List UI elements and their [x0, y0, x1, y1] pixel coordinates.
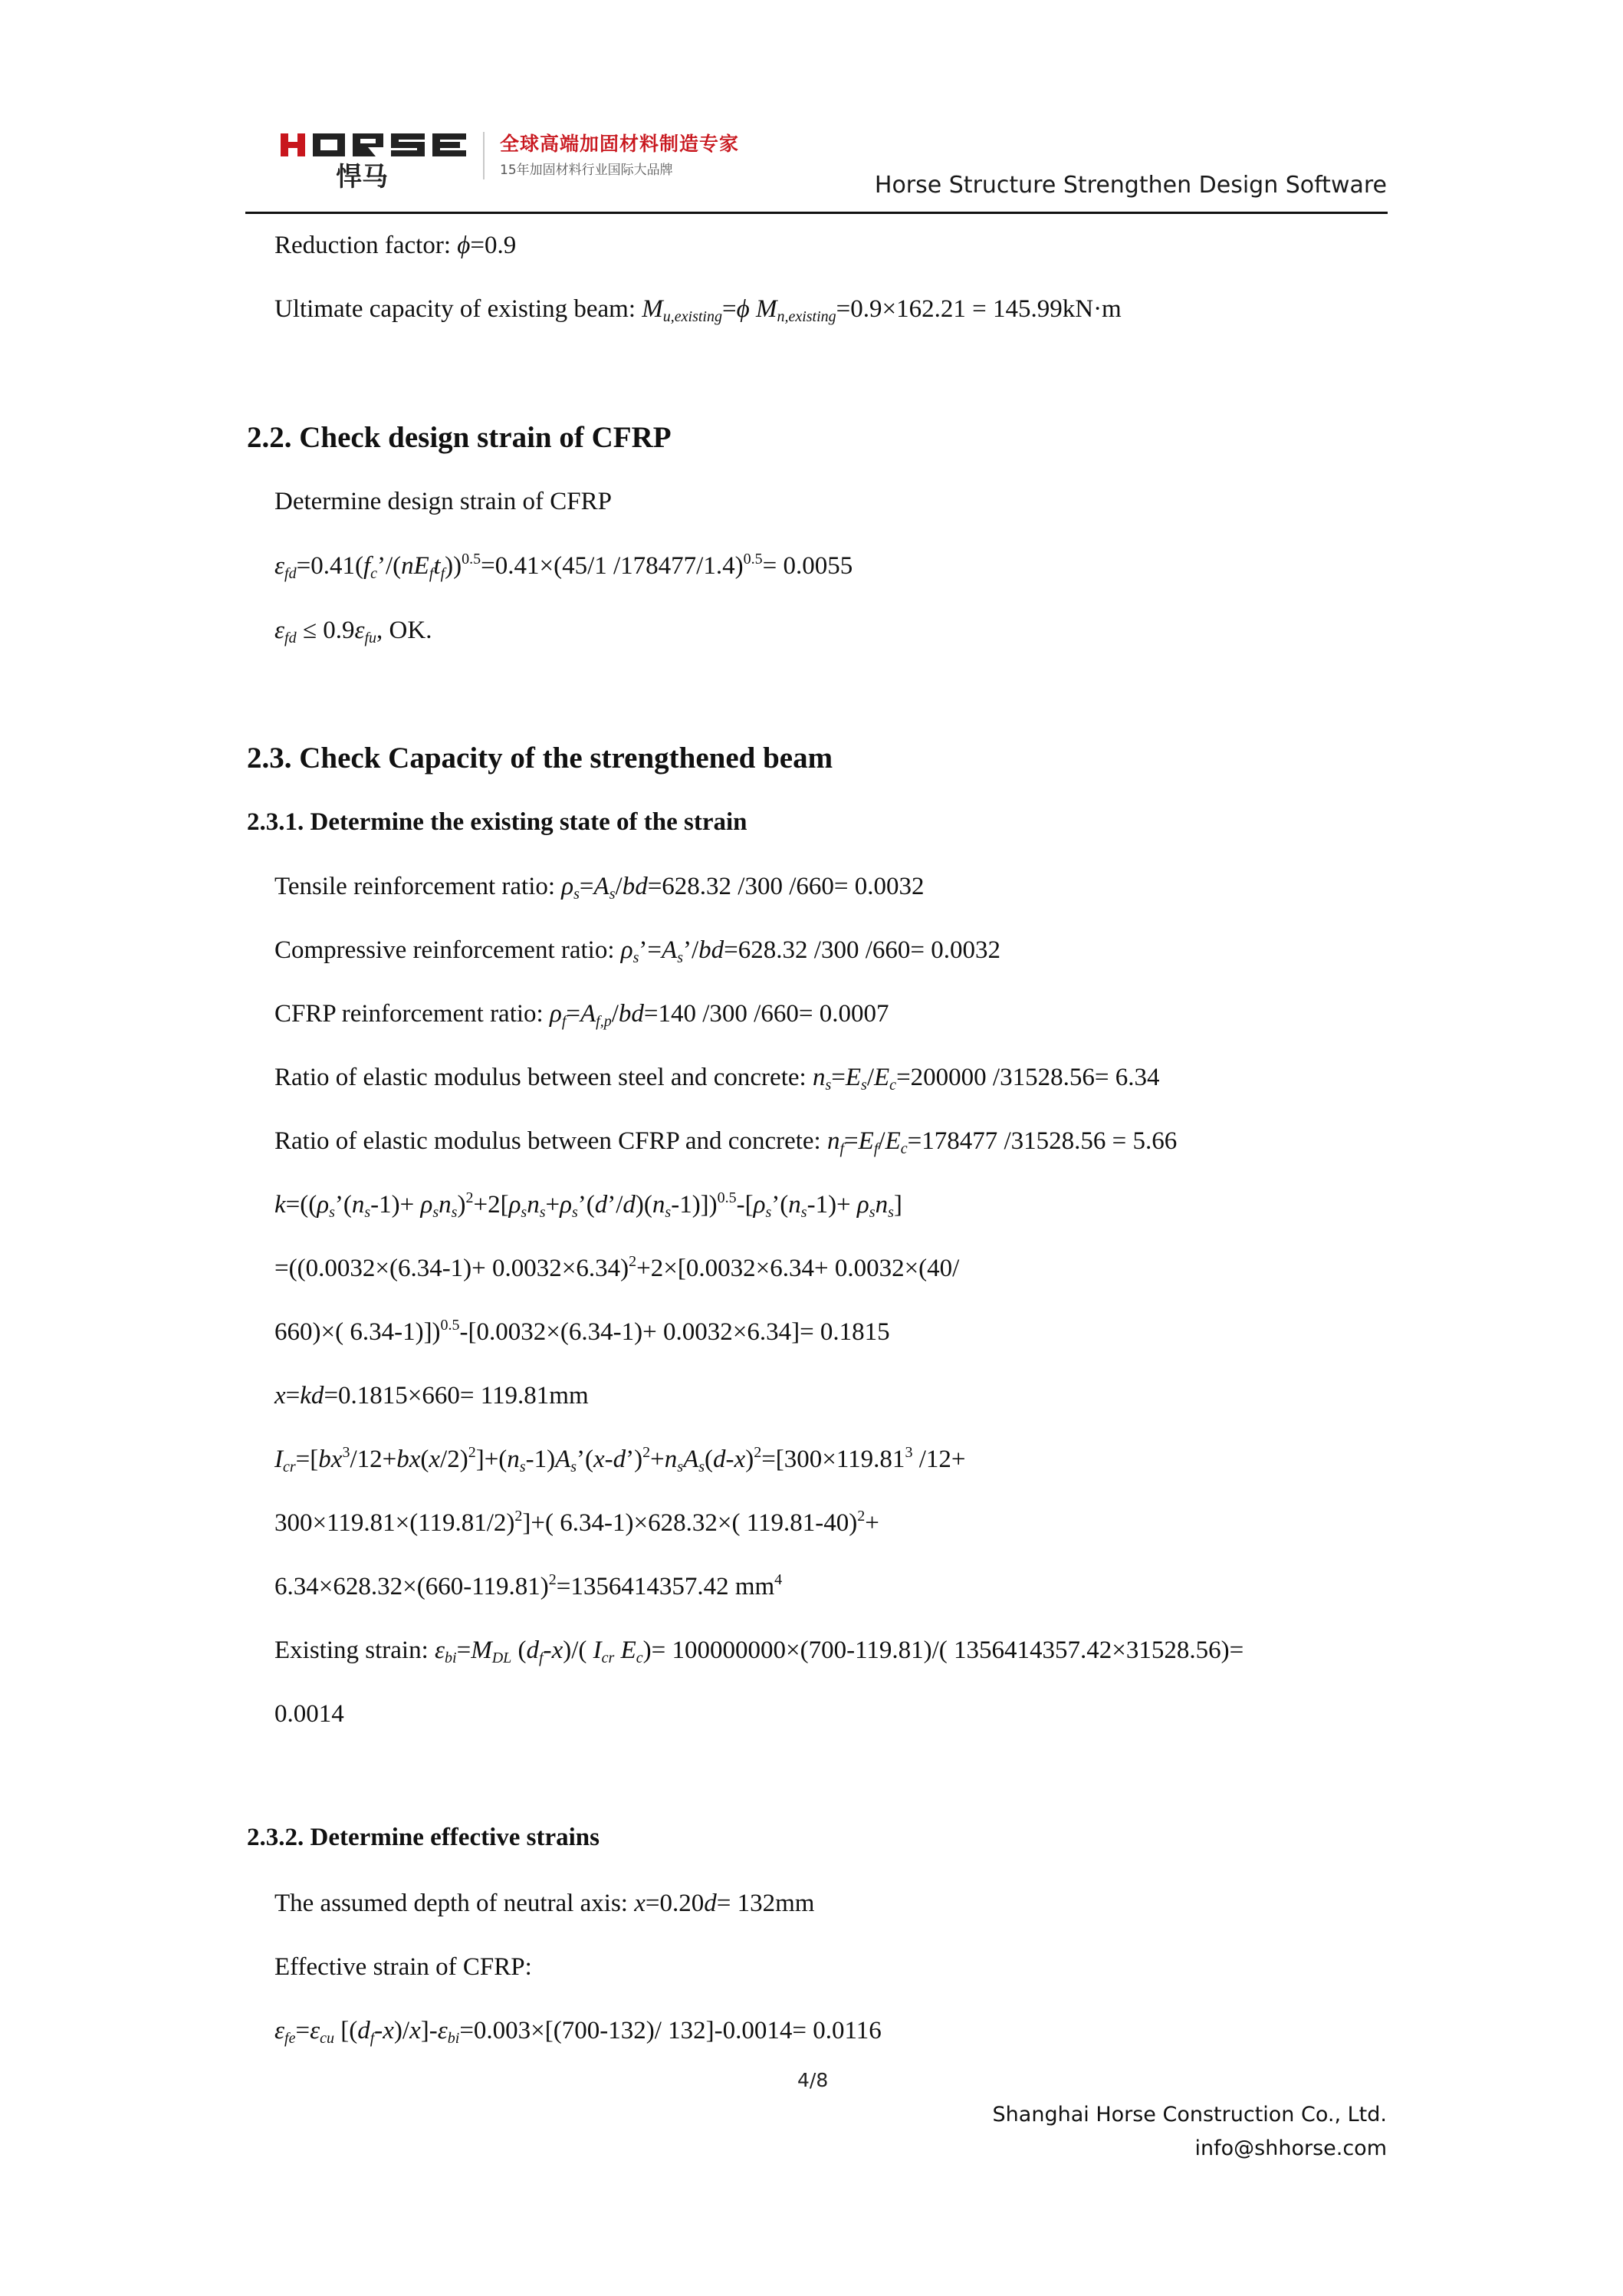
document-title: Horse Structure Strengthen Design Software	[874, 172, 1387, 199]
design-strain-intro: Determine design strain of CFRP	[274, 488, 612, 515]
header-separator	[483, 132, 485, 179]
neutral-axis-line: The assumed depth of neutral axis: x=0.20d= 132mm	[274, 1890, 815, 1917]
ns-ratio-line: Ratio of elastic modulus between steel and concrete: $n_s=E_s/E_c=200000$ /31528.56= 6.34	[274, 1064, 1160, 1094]
icr-calc-line-2: $300\times 119.81\times(119.81/2)^2]+$( 6.34-1)×628.32×( 119.81-40)$^2$+	[274, 1508, 879, 1537]
header-slogan: 全球高端加固材料制造专家	[500, 133, 740, 155]
header-slogan-sub: 15年加固材料行业国际大品牌	[500, 163, 673, 178]
reduction-factor-line: Reduction factor: ϕ=0.9	[274, 232, 517, 259]
icr-formula-line: $I_{cr}=[bx^3/12+bx(x/2)^2]+(n_s-1)A_s’(x-d’)^2+n_sA_s(d-x)^2=[300\times 119.81^3$ /12+	[274, 1444, 966, 1475]
efd-check-line: $\varepsilon_{fd} \le 0.9\varepsilon_{fu}$, OK.	[274, 617, 432, 646]
cfrp-ratio-line: CFRP reinforcement ratio: $\rho_f=A_{f,p}/bd=140$ /300 /660= 0.0007	[274, 1000, 889, 1030]
existing-strain-result: 0.0014	[274, 1700, 344, 1728]
efd-formula-line: $\varepsilon_{fd}=0.41(f_c’/(nE_ft_f))^{0.5}=0.41\times(45/1$ /178477/1.4)$^{0.5}$= 0.0055	[274, 551, 853, 582]
nf-ratio-line: Ratio of elastic modulus between CFRP and concrete: $n_f=E_f/E_c=178477$ /31528.56 = 5.66	[274, 1127, 1178, 1157]
k-calc-line-2: 660)×( 6.34-1)])$^{0.5}$-[0.0032×(6.34-1)+ 0.0032×6.34]= 0.1815	[274, 1317, 890, 1346]
footer-email: info@shhorse.com	[1194, 2136, 1387, 2160]
header-rule	[245, 212, 1388, 214]
compressive-ratio-line: Compressive reinforcement ratio: $\rho_s’=A_s’/bd=628.32$ /300 /660= 0.0032	[274, 936, 1000, 966]
effective-strain-label: Effective strain of CFRP:	[274, 1953, 532, 1981]
section-heading-2-2: 2.2. Check design strain of CFRP	[247, 421, 672, 454]
existing-strain-line: Existing strain: $\varepsilon_{bi}=M_{DL}$ $(d_f-x)/$( $I_{cr}$ $E_c)= 100000000\times(700-119.81)/$( 1356414357.42×31528.56)=	[274, 1636, 1244, 1666]
footer-company: Shanghai Horse Construction Co., Ltd.	[992, 2103, 1387, 2127]
section-heading-2-3-1: 2.3.1. Determine the existing state of the strain	[247, 808, 747, 836]
k-formula-line: $k=((\rho_s’(n_s-1)+$ $\rho_sn_s)^2+2[\rho_sn_s+\rho_s’(d’/d)(n_s-1)])^{0.5}-[\rho_s’(n_s-1)+ \rho_sn_s]$	[274, 1189, 902, 1221]
x-value-line: x=kd=0.1815×660= 119.81mm	[274, 1382, 589, 1410]
horse-logo	[281, 130, 472, 192]
ultimate-capacity-line: Ultimate capacity of existing beam: $M_{u,existing}=\phi$ $M_{n,existing}=0.9\times 162.21 = 145.99kN\cdot m$	[274, 295, 1122, 325]
icr-calc-line-3: $6.34\times 628.32\times(660-119.81)^2=1356414357.42$ $mm^4$	[274, 1571, 783, 1600]
page-number: 4/8	[797, 2069, 829, 2091]
section-heading-2-3: 2.3. Check Capacity of the strengthened beam	[247, 742, 833, 775]
logo-cn-text: 悍马	[336, 162, 388, 192]
section-heading-2-3-2: 2.3.2. Determine effective strains	[247, 1824, 600, 1851]
efe-formula-line: $\varepsilon_{fe}=\varepsilon_{cu}$ $[(d_f-x)/x]-\varepsilon_{bi}=0.003\times[(700-132)/$ 132]-0.0014= 0.0116	[274, 2017, 882, 2047]
tensile-ratio-line: Tensile reinforcement ratio: $\rho_s=A_s/bd=628.32$ /300 /660= 0.0032	[274, 873, 925, 903]
k-calc-line-1: $=((0.0032\times(6.34-1)+ 0.0032\times 6.34)^2+2\times[0.0032\times 6.34+ 0.0032\times(40/$	[274, 1253, 960, 1282]
